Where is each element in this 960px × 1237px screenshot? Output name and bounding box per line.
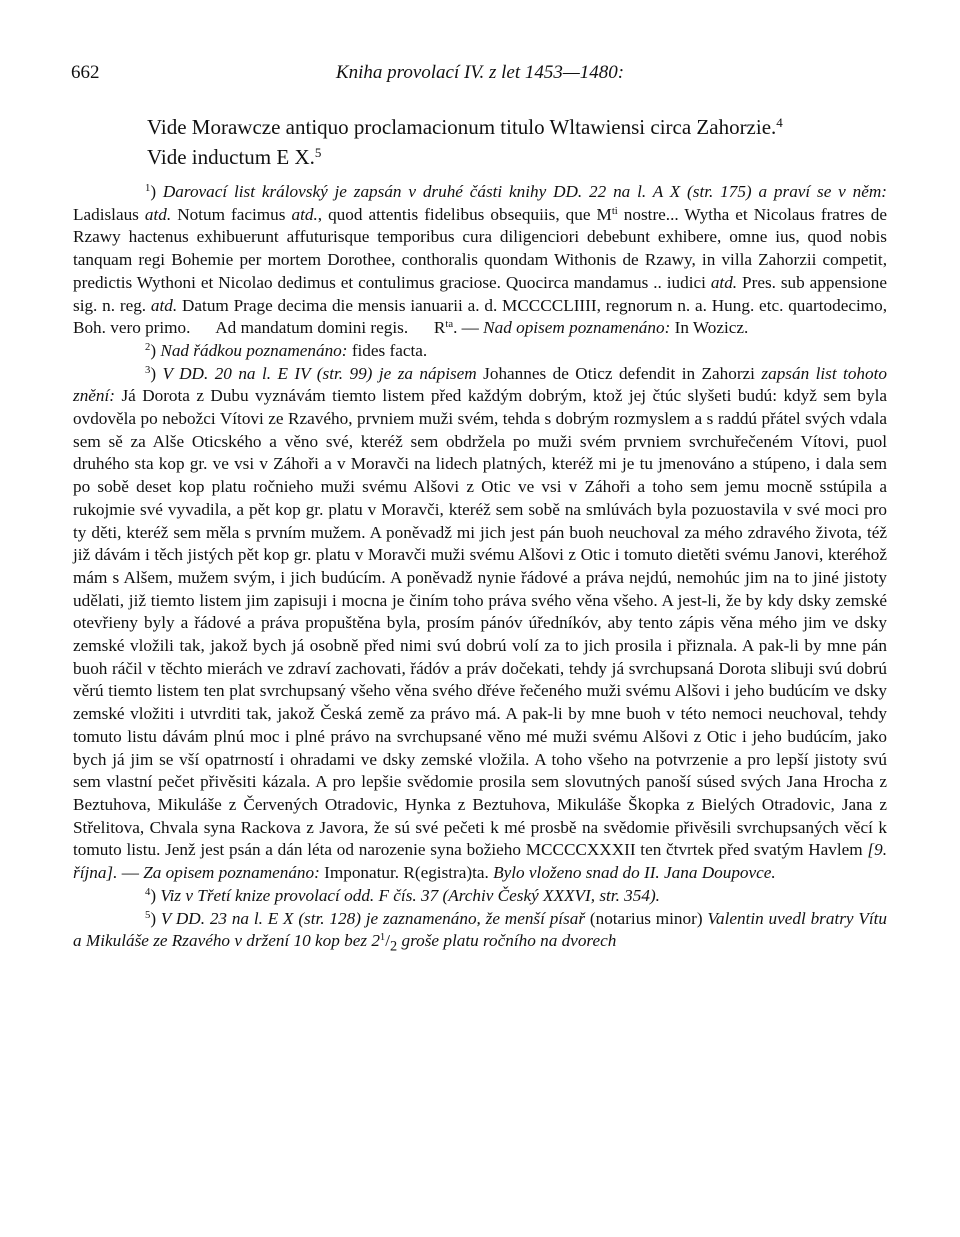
note-text: Ladislaus [73, 204, 139, 224]
fraction-denominator: 2 [390, 938, 398, 955]
note-superscript: ti [611, 205, 618, 217]
main-text [73, 112, 887, 172]
note-italic: atd. [144, 204, 172, 224]
note-italic: Nad opisem poznamenáno: [483, 318, 671, 338]
footnote-number: 5 [145, 909, 151, 921]
running-title: Kniha provolací IV. z let 1453—1480: [335, 62, 625, 83]
main-paragraph [73, 112, 887, 142]
footnote-4: $^4$) Viz v Třetí knize provolací odd. F čís. 37 (Archiv Český XXXVI, str. 354). [145, 885, 660, 905]
note-italic: Darovací list královský je zapsán v druhé části knihy DD. 22 na l. A X (str. 175) a praví se v něm: [162, 182, 887, 201]
note-italic: Za opisem poznamenáno: [143, 863, 320, 883]
note-italic: V DD. 20 na l. E IV (str. 99) je za nápisem [162, 363, 477, 383]
note-italic: Valentin uvedl bratry Vítu a Mikuláše ze Rzavého v držení 10 kop bez 2 [73, 908, 888, 951]
main-paragraph-text: Vide inductum E X. [147, 145, 315, 169]
note-text: fides facta. [351, 340, 428, 360]
note-italic: atd. [150, 295, 178, 315]
footnote-number: 1 [145, 183, 151, 195]
note-italic: atd. [710, 272, 738, 292]
main-paragraph [73, 142, 887, 172]
footnote-ref: 5 [314, 144, 322, 160]
note-text: . — [453, 318, 479, 338]
note-text: Johannes de Oticz defendit in Zahorzi [483, 363, 755, 383]
footnote-2: $^2$) Nad řádkou poznamenáno: fides facta. [145, 340, 428, 360]
note-text: Datum Prage decima die mensis ianuarii a. d. MCCCCLIIII, regnorum n. a. Hung. etc. quartodecimo, Boh. vero primo. Ad mandatum domini regis. R [73, 295, 892, 338]
note-italic: V DD. 23 na l. E X (str. 128) je zaznamenáno, že menší písař [160, 908, 586, 928]
note-italic: Bylo vloženo snad do II. Jana Doupovce. [493, 863, 776, 883]
note-italic: groše platu ročního na dvorech [401, 931, 617, 951]
footnote-ref: 4 [776, 114, 783, 130]
fraction-slash: / [385, 931, 391, 951]
footnote-number: 2 [145, 342, 151, 354]
note-text: Pres. sub appensione sig. n. reg. [73, 272, 887, 315]
note-text: — [121, 863, 139, 883]
note-text: Já Dorota z Dubu vyznávám tiemto listem před každým dobrým, ktož jej čtúc slyšeti budú: když sem byla ovdověla po nebožci Vítovi ze Rzavého, prvniem muži svém, tehda s dobrým rozmyslem a s raddú přátel svých vdala sem sě za Alše Oticského a věno své, kteréž sem obdržela po muži svém prvniem svrchuřečeném Vítovi, puol druhého sta kop gr. ve vsi v Záhoři a v Moravči na lidech platných, kteréž mi je tu jmenováno a stúpeno, i dala sem po sobě deset kop platu ročnieho muži svému Alšovi z Otic ve vsi v Záhoři a toho sem jemu mocně sstúpila a rukojmie své vyvadila, a pět kop gr. platu v Moravči, kteréž sem sobě na smlúvách byla pozuostavila v své moci pro ty děti, kteréž sem měla s prvním mužem. A poněvadž mi jich jest pán buoh neuchoval za mého zdravého života, též již dávám i těch jistých pět kop gr. platu v Moravči muži svému Alšovi z Otic i tomuto dietěti svému Janovi, kteréhož mám s Alšem, mužem svým, i jich budúcím. A poněvadž nynie řádové a práva nejdú, nemohúc jim na to jiné jistoty udělati, již tiemto listem jim zapisuji i mocna je činím toho práva svého věna všeho. A jest-li, že by kdy dsky zemské otevřieny byly a řádové a práva propuštěna byla, prosím pánóv úředníkóv, aby tento zápis věna mého jim ve dsky zemské vložili tak, jakož bych já osobně před nimi svú dobrú volí za to jich prosila i přiznala. A pak-li by mne pán buoh ráčil v těchto mierách ve zdraví zachovati, řádóv a práv dočekati, tehdy já svrchupsaná Dorota slibuji svú dobrú věrú tiemto listem ten plat svrchupsaný všeho věna svého dřéve řečeného muži svému Alšovi i jeho budúcím ve dsky zemské vložiti i utvrditi tak, jakož Česká země za právo má. A pak-li by mne buoh v této nemoci neuchoval, tehdy tomuto listu dávám plnú moc i plné právo na svrchupsané věno mé muži svému Alšovi z Otic i jeho budúcím, jako bych já jim se vší opatrností i ohradami ve dsky zemské vložila. A toho všeho na potvrzenie a pro lepší jistoty svú sem vlastní pečet přivěsiti kázala. A pro lepšie svědomie prosila sem slovutných panoší súsed svých Jana Hrocha z Beztuhova, Mikuláše z Červených Otradovic, Hynka z Beztuhova, Mikuláše Škopka z Bielých Otradovic, Jana z Střelitova, Chvala syna Rackova z Javora, že sú své pečeti k mé prosbě na svědomie přivěsili svrchupsaných věcí k tomuto listu. Jenž jest psán a dán léta od narozenie syna božieho MCCCCXXXII ten čtvrtek před svatým Havlem [73, 386, 887, 860]
page-number: 662 [71, 62, 100, 83]
footnote-3: $^3$) V DD. 20 na l. E IV (str. 99) je za nápisem Johannes de Oticz defendit in Zahorzi zapsán list tohoto znění: Já Dorota z Dubu vyznávám tiemto listem před každým dobrým, ktož jej čtúc slyšeti budú: když sem byla ovdověla po nebožci Vítovi ze Rzavého, prvniem muži svém, tehda s dobrým rozmyslem a s raddú přátel svých vdala sem sě za Alše Oticského a věno své, kteréž sem obdržela po muži svém prvniem svrchuřečeném Vítovi, puol druhého sta kop gr. ve vsi v Záhoři a v Moravči na lidech platných, kteréž mi je tu jmenováno a stúpeno, i dala sem po sobě deset kop platu ročnieho muži svému Alšovi z Otic ve vsi v Záhoři a toho sem jemu mocně sstúpila a rukojmie své vyvadila, a pět kop gr. platu v Moravči, kteréž sem sobě na smlúvách byla pozuostavila v své moci pro ty děti, kteréž sem měla s prvním mužem. A poněvadž mi jich jest pán buoh neuchoval za mého zdravého života, též již dávám i těch jistých pět kop gr. platu v Moravči muži svému Alšovi z Otic i tomuto dietěti svému Janovi, kteréhož mám s Alšem, mužem svým, i jich budúcím. A poněvadž nynie řádové a práva nejdú, nemohúc jim na to jiné jistoty udělati, již tiemto listem jim zapisuji i mocna je činím toho práva svého věna všeho. A jest-li, že by kdy dsky zemské otevřieny byly a řádové a práva propuštěna byla, prosím pánóv úředníkóv, aby tento zápis věna mého jim ve dsky zemské vložili tak, jakož bych já osobně před nimi svú dobrú volí za to jich prosila i přiznala. A pak-li by mne pán buoh ráčil v těchto mierách ve zdraví zachovati, řádóv a práv dočekati, tehdy já svrchupsaná Dorota slibuji svú dobrú věrú tiemto listem ten plat svrchupsaný všeho věna svého dřéve řečeného muži svému Alšovi i jeho budúcím ve dsky zemské vložiti i utvrditi tak, jakož Česká země za právo má. A pak-li by mne buoh v této nemoci neuchoval, tehdy tomuto listu dávám plnú moc i plné právo na svrchupsané věno mé muži svému Alšovi z Otic i jeho budúcím, jako bych já jim se vší opatrností i ohradami ve dsky zemské vložila. A toho všeho na potvrzenie a pro lepší jistoty svú sem vlastní pečet přivěsiti kázala. A pro lepšie svědomie prosila sem slovutných panoší súsed svých Jana Hrocha z Beztuhova, Mikuláše z Červených Otradovic, Hynka z Beztuhova, Mikuláše Škopka z Bielých Otradovic, Jana z Střelitova, Chvala syna Rackova z Javora, že sú své pečeti k mé prosbě na svědomie přivěsili svrchupsaných věcí k tomuto listu. Jenž jest psán a dán léta od narozenie syna božieho MCCCCXXXII ten čtvrtek před svatým Havlem [9. října]. — Za opisem poznamenáno: Imponatur. R(egistra)ta. Bylo vloženo snad do II. Jana Doupovce. [73, 363, 887, 883]
note-text: nostre... Wytha et Nicolaus fratres de Rzawy hactenus exhibuerunt affuturisque temporibus cura diligenciori debebunt exhibere, omne ius, quod nobis tanquam regi Bohemie per mortem Dorothee, conthoralis quondam Withonis de Rzawy, in villa Zahorzii competit, predictis Wythoni et Nicolao dedimus et contulimus graciose. Quocirca mandamus .. iudici [73, 204, 888, 292]
note-italic: [9. října]. [73, 840, 887, 883]
note-italic: Viz v Třetí knize provolací odd. F čís. 37 (Archiv Český XXXVI, str. 354). [160, 885, 660, 905]
page-header [71, 62, 889, 90]
note-italic: zapsán list tohoto znění: [73, 363, 887, 406]
footnote-number: 3 [145, 364, 151, 376]
footnote-number: 4 [145, 886, 151, 898]
note-text: Imponatur. R(egistra)ta. [324, 863, 489, 883]
note-text: , quod attentis fidelibus obsequiis, que M [317, 204, 612, 224]
footnote-5: $^5$) V DD. 23 na l. E X (str. 128) je zaznamenáno, že menší písař (notarius minor) Valentin uvedl bratry Vítu a Mikuláše ze Rzavého v držení 10 kop bez $2^1/_2$ groše platu ročního na dvorech [73, 908, 888, 955]
note-text: (notarius minor) [589, 908, 703, 928]
note-text: Notum facimus [177, 204, 286, 224]
fraction-numerator: 1 [379, 932, 386, 944]
main-paragraph-text: Vide Morawcze antiquo proclamacionum titulo Wltawiensi circa Zahorzie. [147, 115, 777, 139]
footnotes [73, 181, 892, 958]
note-text: In Wozicz. [674, 318, 749, 338]
note-superscript: ta [445, 319, 454, 331]
note-italic: atd. [291, 204, 318, 224]
footnote-1: $^1$) Darovací list královský je zapsán v druhé části knihy DD. 22 na l. A X (str. 175) a praví se v něm: Ladislaus atd. Notum facimus atd., quod attentis fidelibus obsequiis, que $M^{ti}$ nostre... Wytha et Nicolaus fratres de Rzawy hactenus exhibuerunt affuturisque temporibus cura diligenciori debebunt exhibere, omne ius, quod nobis tanquam regi Bohemie per mortem Dorothee, conthoralis quondam Withonis de Rzawy, in villa Zahorzii competit, predictis Wythoni et Nicolao dedimus et contulimus graciose. Quocirca mandamus .. iudici atd. Pres. sub appensione sig. n. reg. atd. Datum Prage decima die mensis ianuarii a. d. MCCCCLIIII, regnorum n. a. Hung. etc. quartodecimo, Boh. vero primo. Ad mandatum domini regis. $R^{ta}$. — Nad opisem poznamenáno: In Wozicz. [73, 182, 892, 338]
note-italic: Nad řádkou poznamenáno: [160, 340, 348, 360]
